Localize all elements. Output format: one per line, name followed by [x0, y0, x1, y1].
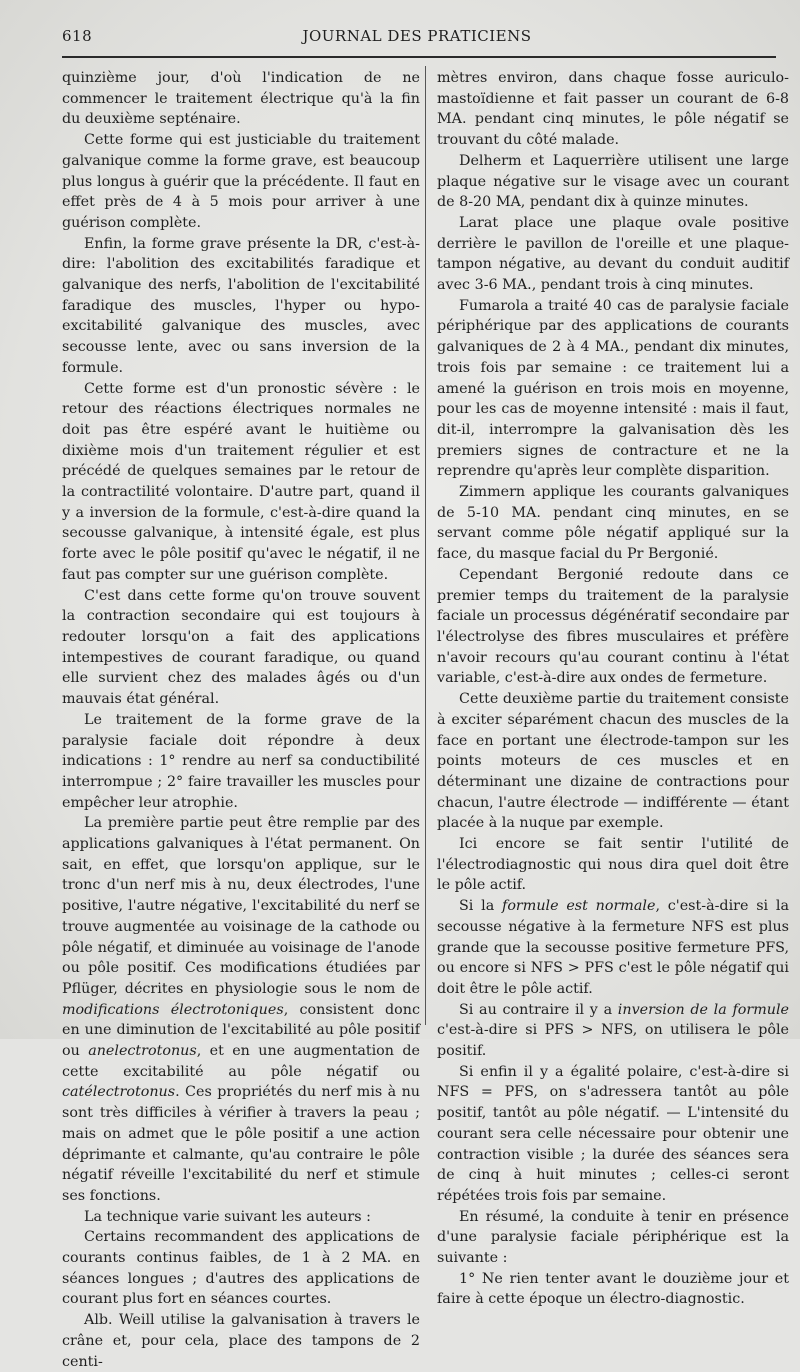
paragraph: 1° Ne rien tenter avant le douzième jour et faire à cette époque un électro-diagnostic.	[437, 1270, 789, 1308]
paragraph: En résumé, la conduite à tenir en présence d'une paralysie faciale périphérique est la suivante :	[437, 1208, 789, 1267]
paragraph: Cette deuxième partie du traitement consiste à exciter séparément chacun des muscles de la face en portant une électrode-tampon sur les points moteurs de ces muscles et en déterminant une dizaine de contractions pour chacun, l'autre électrode — indifférente — étant placée à la nuque par exemple.	[437, 691, 789, 832]
paragraph: La première partie peut être remplie par des applications galvaniques à l'état permanent. On sait, en effet, que lorsqu'on applique, sur le tronc d'un nerf mis à nu, deux électrodes, l'une positive, l'autre négative, l'excitabilité du nerf se trouve augmentée au voisinage de la cathode ou pôle négatif, et diminuée au voisinage de l'anode ou pôle positif. Ces modifications étudiées par Pflüger, décrites en physiologie sous le nom de modifications électrotoniques, consistent donc en une diminution de l'excitabilité au pôle positif ou anelectrotonus, et en une augmentation de cette excitabilité au pôle négatif ou catélectrotonus. Ces propriétés du nerf mis à nu sont très difficiles à vérifier à travers la peau ; mais on admet que le pôle positif a une action déprimante et calmante, qu'au contraire le pôle négatif réveille l'excitabilité du nerf et stimule ses fonctions.	[62, 815, 420, 1204]
journal-title: JOURNAL DES PRATICIENS	[302, 27, 532, 45]
page-header	[62, 22, 772, 50]
paragraph: Cependant Bergonié redoute dans ce premier temps du traitement de la paralysie faciale un processus dégénératif secondaire par l'électrolyse des fibres musculaires et préfère n'avoir recours qu'au courant continu à l'état variable, c'est-à-dire aux ondes de fermeture.	[437, 566, 789, 687]
paragraph: Cette forme est d'un pronostic sévère : le retour des réactions électriques normales ne doit pas être espéré avant le huitième ou dixième mois d'un traitement régulier et est précédé de quelques semaines par le retour de la contractilité volontaire. D'autre part, quand il y a inversion de la formule, c'est-à-dire quand la secousse galvanique, à intensité égale, est plus forte avec le pôle positif qu'avec le négatif, il ne faut pas compter sur une guérison complète.	[62, 380, 420, 583]
paragraph: Fumarola a traité 40 cas de paralysie faciale périphérique par des applications de courants galvaniques de 2 à 4 MA., pendant dix minutes, trois fois par semaine : ce traitement lui a amené la guérison en trois mois en moyenne, pour les cas de moyenne intensité : mais il faut, dit-il, interrompre la galvanisation dès les premiers signes de contracture et ne la reprendre qu'après leur complète disparition.	[437, 297, 789, 480]
page-number: 618	[62, 27, 93, 45]
paragraph: Si au contraire il y a inversion de la formule c'est-à-dire si PFS > NFS, on utilisera le pôle positif.	[437, 1001, 789, 1060]
paragraph: Ici encore se fait sentir l'utilité de l'électrodiagnostic qui nous dira quel doit être le pôle actif.	[437, 836, 789, 894]
paragraph: Enfin, la forme grave présente la DR, c'est-à-dire: l'abolition des excitabilités faradique et galvanique des nerfs, l'abolition de l'excitabilité faradique des muscles, l'hyper ou hypo-excitabilité galvanique des muscles, avec secousse lente, avec ou sans inversion de la formule.	[62, 235, 420, 376]
paragraph: C'est dans cette forme qu'on trouve souvent la contraction secondaire qui est toujours à redouter lorsqu'on a fait des applications intempestives de courant faradique, ou quand elle survient chez des malades âgés ou d'un mauvais état général.	[62, 587, 420, 708]
column-divider	[425, 66, 426, 1025]
left-column	[62, 68, 420, 1372]
right-column	[437, 68, 789, 1310]
paragraph: quinzième jour, d'où l'indication de ne commencer le traitement électrique qu'à la fin du deuxième septénaire.	[62, 70, 420, 128]
paragraph: Si la formule est normale, c'est-à-dire si la secousse négative à la fermeture NFS est plus grande que la secousse positive fermeture PFS, ou encore si NFS > PFS c'est le pôle négatif qui doit être le pôle actif.	[437, 898, 790, 997]
paragraph: Delherm et Laquerrière utilisent une large plaque négative sur le visage avec un courant de 8-20 MA, pendant dix à quinze minutes.	[437, 152, 789, 211]
paragraph: Larat place une plaque ovale positive derrière le pavillon de l'oreille et une plaque-tampon négative, au devant du conduit auditif avec 3-6 MA., pendant trois à cinq minutes.	[437, 214, 789, 294]
header-rule	[62, 56, 776, 58]
paragraph: Alb. Weill utilise la galvanisation à travers le crâne et, pour cela, place des tampons de 2 centi-	[62, 1312, 420, 1370]
paragraph: Zimmern applique les courants galvaniques de 5-10 MA. pendant cinq minutes, en se servant comme pôle négatif appliqué sur la face, du masque facial du Pr Bergonié.	[437, 484, 789, 563]
paragraph: Cette forme qui est justiciable du traitement galvanique comme la forme grave, est beaucoup plus longus à guérir que la précédente. Il faut en effet près de 4 à 5 mois pour arriver à une guérison complète.	[62, 132, 420, 231]
paragraph: Si enfin il y a égalité polaire, c'est-à-dire si NFS = PFS, on s'adressera tantôt au pôle positif, tantôt au pôle négatif. — L'intensité du courant sera celle nécessaire pour obtenir une contraction visible ; la durée des séances sera de cinq à huit minutes ; celles-ci seront répétées trois fois par semaine.	[437, 1063, 789, 1204]
paragraph: Le traitement de la forme grave de la paralysie faciale doit répondre à deux indications : 1° rendre au nerf sa conductibilité interrompue ; 2° faire travailler les muscles pour empêcher leur atrophie.	[62, 711, 420, 811]
paragraph: mètres environ, dans chaque fosse auriculo-mastoïdienne et fait passer un courant de 6-8 MA. pendant cinq minutes, le pôle négatif se trouvant du côté malade.	[437, 70, 789, 149]
paragraph: Certains recommandent des applications de courants continus faibles, de 1 à 2 MA. en séances longues ; d'autres des applications de courant plus fort en séances courtes.	[62, 1229, 420, 1308]
paragraph: La technique varie suivant les auteurs :	[84, 1208, 371, 1225]
